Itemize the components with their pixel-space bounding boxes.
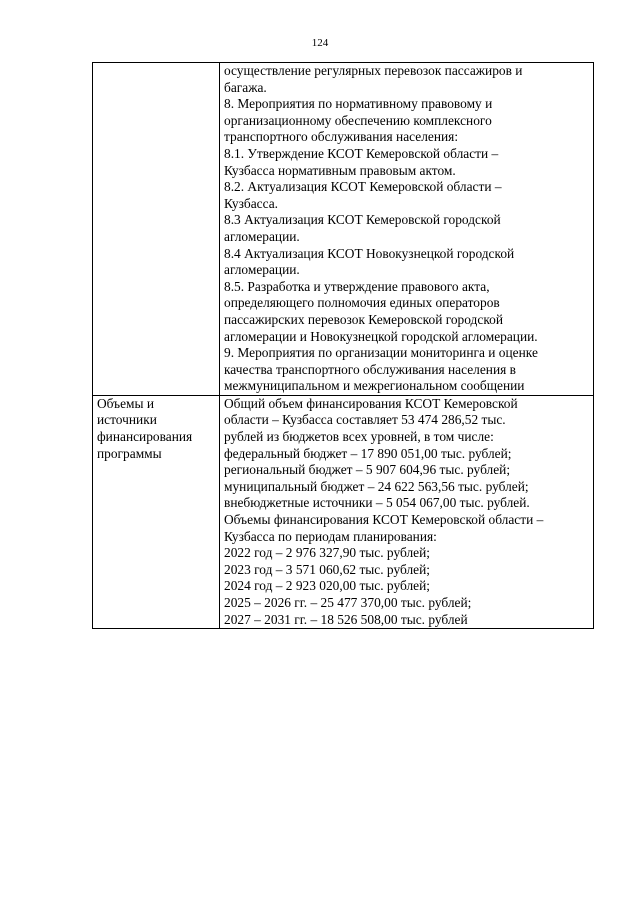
table-cell-content (220, 63, 594, 396)
page-number: 124 (311, 37, 329, 49)
content-line: агломерации. (224, 262, 300, 278)
content-line: Объемы финансирования КСОТ Кемеровской области – (224, 512, 544, 528)
content-line: Кузбасса по периодам планирования: (224, 528, 437, 544)
content-line: 8.2. Актуализация КСОТ Кемеровской области – (224, 179, 502, 195)
content-line: Кузбасса нормативным правовым актом. (224, 162, 456, 178)
content-line: 2024 год – 2 923 020,00 тыс. рублей; (224, 578, 430, 594)
content-line: 2023 год – 3 571 060,62 тыс. рублей; (224, 561, 430, 577)
content-line: Кузбасса. (224, 195, 279, 211)
table-cell-label (93, 395, 220, 628)
content-line: региональный бюджет – 5 907 604,96 тыс. рублей; (224, 462, 511, 478)
content-line: определяющего полномочия единых операторов (224, 295, 500, 311)
content-line: 8.1. Утверждение КСОТ Кемеровской области – (224, 145, 499, 161)
content-line: пассажирских перевозок Кемеровской городской (224, 311, 504, 327)
table-cell-label (93, 63, 220, 396)
content-line: 2022 год – 2 976 327,90 тыс. рублей; (224, 545, 430, 561)
content-line: осуществление регулярных перевозок пассажиров и (224, 63, 523, 78)
content-line: организационному обеспечению комплексного (224, 112, 492, 128)
label-line: источники (97, 412, 157, 428)
content-line: качества транспортного обслуживания населения в (224, 361, 516, 377)
content-line: муниципальный бюджет – 24 622 563,56 тыс. рублей; (224, 478, 529, 494)
content-line: 9. Мероприятия по организации мониторинга и оценке (224, 345, 538, 361)
content-line: агломерации. (224, 228, 300, 244)
content-line: Общий объем финансирования КСОТ Кемеровской (224, 395, 518, 411)
content-line: 8.4 Актуализация КСОТ Новокузнецкой городской (224, 245, 515, 261)
content-line: федеральный бюджет – 17 890 051,00 тыс. рублей; (224, 445, 512, 461)
table-cell-content (220, 395, 594, 628)
program-passport-table (92, 62, 594, 629)
table-row (93, 395, 594, 628)
content-line: области – Кузбасса составляет 53 474 286,52 тыс. (224, 412, 506, 428)
label-line: финансирования (97, 429, 193, 445)
table-row (93, 63, 594, 396)
content-line: 8.5. Разработка и утверждение правового акта, (224, 278, 490, 294)
label-line: программы (97, 445, 162, 461)
content-line: 2025 – 2026 гг. – 25 477 370,00 тыс. рублей; (224, 595, 472, 610)
content-line: 2027 – 2031 гг. – 18 526 508,00 тыс. рублей (224, 611, 468, 627)
content-line: внебюджетные источники – 5 054 067,00 тыс. рублей. (224, 495, 530, 511)
content-line: 8. Мероприятия по нормативному правовому и (224, 96, 493, 112)
label-line: Объемы и (97, 395, 155, 411)
content-line: рублей из бюджетов всех уровней, в том числе: (224, 429, 494, 445)
content-line: багажа. (224, 79, 267, 95)
content-line: межмуниципальном и межрегиональном сообщении (224, 378, 525, 394)
content-line: агломерации и Новокузнецкой городской агломерации. (224, 328, 538, 344)
content-line: 8.3 Актуализация КСОТ Кемеровской городской (224, 212, 501, 228)
content-line: транспортного обслуживания населения: (224, 129, 459, 145)
